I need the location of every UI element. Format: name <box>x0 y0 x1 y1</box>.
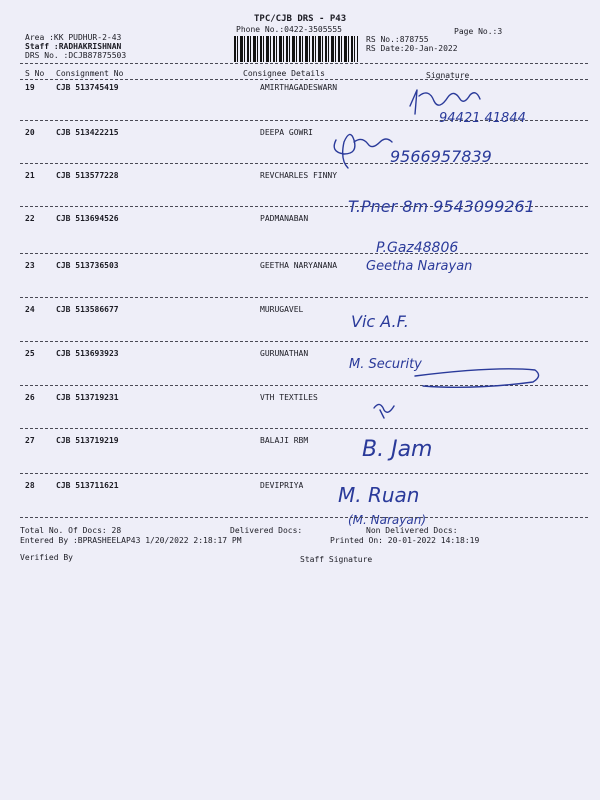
printed-on: Printed On: 20-01-2022 14:18:19 <box>330 536 480 545</box>
svg-text:9566957839: 9566957839 <box>390 147 492 166</box>
row-consignment: CJB 513586677 <box>56 305 119 314</box>
col-signature: Signature <box>426 71 470 80</box>
svg-text:M. Ruan: M. Ruan <box>338 483 420 507</box>
row-consignment: CJB 513711621 <box>56 481 119 490</box>
row-consignee: GEETHA NARYANANA <box>260 261 338 270</box>
signature-row-25 <box>345 352 555 398</box>
delivered-docs: Delivered Docs: <box>230 526 303 535</box>
drs-number: DRS No. :DCJB87875503 <box>25 51 127 60</box>
non-delivered-docs: Non Delivered Docs: <box>366 526 458 535</box>
signature-row-26 <box>370 398 410 420</box>
row-sno: 27 <box>25 436 35 445</box>
total-docs: Total No. Of Docs: 28 <box>20 526 122 535</box>
row-consignee: DEVIPRIYA <box>260 481 304 490</box>
row-sno: 24 <box>25 305 35 314</box>
row-consignment: CJB 513694526 <box>56 214 119 223</box>
row-sno: 20 <box>25 128 35 137</box>
col-consignment: Consignment No <box>56 69 124 78</box>
row-consignee: AMIRTHAGADESWARN <box>260 83 338 92</box>
barcode <box>234 36 358 62</box>
row-consignee: DEEPA GOWRI <box>260 128 313 137</box>
svg-text:T.Pner 8m 9543099261: T.Pner 8m 9543099261 <box>348 197 535 216</box>
row-sno: 28 <box>25 481 35 490</box>
staff-label: Staff :RADHAKRISHNAN <box>25 42 122 51</box>
signature-row-19 <box>405 86 575 128</box>
rs-date: RS Date:20-Jan-2022 <box>366 44 458 53</box>
svg-text:Vic A.F.: Vic A.F. <box>351 312 409 331</box>
row-divider <box>20 341 588 342</box>
row-divider <box>20 428 588 429</box>
row-consignee: MURUGAVEL <box>260 305 304 314</box>
row-consignment: CJB 513719231 <box>56 393 119 402</box>
row-consignee: BALAJI RBM <box>260 436 309 445</box>
header-divider-top <box>20 63 588 64</box>
row-sno: 26 <box>25 393 35 402</box>
row-consignment: CJB 513577228 <box>56 171 119 180</box>
row-sno: 25 <box>25 349 35 358</box>
row-consignment: CJB 513745419 <box>56 83 119 92</box>
page-number: Page No.:3 <box>454 27 503 36</box>
row-consignment: CJB 513693923 <box>56 349 119 358</box>
signature-row-24 <box>345 305 445 337</box>
row-sno: 22 <box>25 214 35 223</box>
row-divider <box>20 297 588 298</box>
svg-text:B. Jam: B. Jam <box>362 437 433 462</box>
rs-number: RS No.:878755 <box>366 35 429 44</box>
signature-row-21 <box>342 192 582 222</box>
row-consignee: GURUNATHAN <box>260 349 309 358</box>
svg-text:Geetha Narayan: Geetha Narayan <box>366 259 473 274</box>
signature-row-23 <box>360 252 520 280</box>
staff-signature: Staff Signature <box>300 555 373 564</box>
svg-text:P.Gaz48806: P.Gaz48806 <box>376 240 459 256</box>
row-divider <box>20 473 588 474</box>
signature-row-28 <box>334 480 534 532</box>
row-consignee: REVCHARLES FINNY <box>260 171 338 180</box>
row-sno: 23 <box>25 261 35 270</box>
document-title: TPC/CJB DRS - P43 <box>254 14 347 24</box>
entered-by: Entered By :BPRASHEELAP43 1/20/2022 2:18:17 PM <box>20 536 242 545</box>
col-sno: S No <box>25 69 45 78</box>
header-divider-bottom <box>20 79 588 80</box>
row-consignment: CJB 513719219 <box>56 436 119 445</box>
svg-text:M. Security: M. Security <box>349 357 422 372</box>
verified-by: Verified By <box>20 553 73 562</box>
signature-row-20 <box>330 130 520 172</box>
col-consignee: Consignee Details <box>243 69 325 78</box>
svg-text:94421 41844: 94421 41844 <box>439 111 526 126</box>
svg-text:(M. Narayan): (M. Narayan) <box>348 513 427 527</box>
row-consignment: CJB 513422215 <box>56 128 119 137</box>
phone-number: Phone No.:0422-3505555 <box>236 25 342 34</box>
area-label: Area :KK PUDHUR-2-43 <box>25 33 122 42</box>
row-consignee: VTH TEXTILES <box>260 393 318 402</box>
footer-divider <box>20 517 588 518</box>
row-consignee: PADMANABAN <box>260 214 309 223</box>
signature-row-27 <box>358 430 478 468</box>
row-sno: 21 <box>25 171 35 180</box>
row-sno: 19 <box>25 83 35 92</box>
row-consignment: CJB 513736503 <box>56 261 119 270</box>
